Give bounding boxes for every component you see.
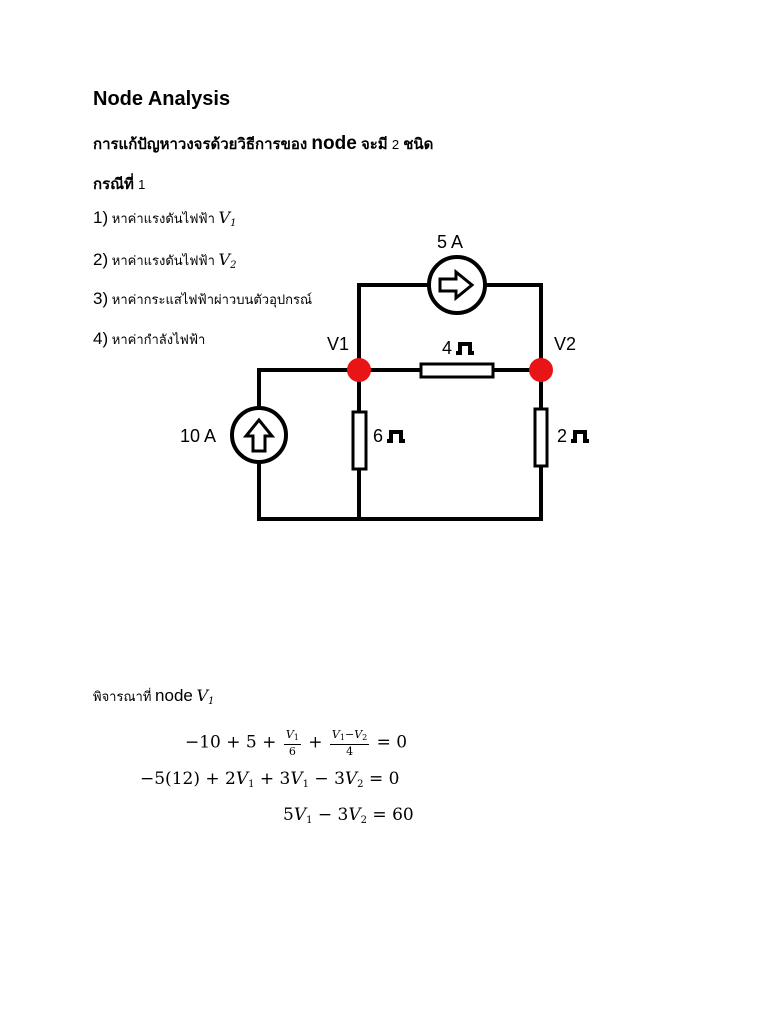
label-10a: 10 A — [180, 426, 217, 446]
eq1-fraction-2: $\frac{V_1-V_2}{4}$ — [331, 728, 368, 758]
page-title: Node Analysis — [93, 88, 231, 110]
step-variable: $V_1$ — [218, 208, 237, 229]
consider-node-word: node — [155, 686, 193, 705]
case-heading-number: 1 — [138, 177, 146, 192]
resistor-2 — [535, 409, 547, 466]
subtitle-node-word: node — [311, 133, 357, 154]
label-2: 2 — [557, 426, 568, 446]
label-v1: V1 — [327, 334, 350, 354]
label-6: 6 — [373, 426, 384, 446]
node-v1-dot — [347, 358, 371, 382]
subtitle-suffix: จะมี — [360, 136, 388, 153]
equation-2: $-5(12) + 2V_1 + 3V_1 - 3V_2 = 0$ — [140, 769, 400, 790]
label-v2: V2 — [554, 334, 577, 354]
resistor-6 — [353, 412, 366, 469]
step-number: 1) — [93, 208, 109, 227]
current-source-5a — [429, 257, 485, 313]
step-text: หาค่าแรงดันไฟฟ้า — [111, 211, 215, 226]
consider-text: พิจารณาที่ — [93, 689, 152, 704]
equation-1 — [185, 728, 407, 758]
eq1-prefix: −10 + 5 + — [185, 732, 277, 753]
eq1-fraction-1: $\frac{V_1}{6}$ — [285, 728, 299, 758]
equation-3: $5V_1 - 3V_2 = 60$ — [283, 805, 414, 826]
consider-variable: $V_1$ — [196, 686, 215, 707]
eq1-plus: + — [308, 732, 323, 753]
ohm-icon — [571, 432, 589, 441]
subtitle-unit: ชนิด — [403, 136, 434, 153]
subtitle-count: 2 — [391, 137, 400, 152]
label-4: 4 — [442, 338, 453, 358]
step-text: หาค่ากระแสไฟฟ้าผ่าวบนตัวอุปกรณ์ — [111, 292, 313, 307]
label-5a: 5 A — [437, 232, 464, 252]
step-text: หาค่ากำลังไฟฟ้า — [111, 332, 206, 347]
step-number: 2) — [93, 250, 109, 269]
current-source-10a — [232, 408, 286, 462]
node-v2-dot — [529, 358, 553, 382]
consider-line — [93, 686, 214, 707]
eq1-rhs: = 0 — [376, 732, 408, 753]
resistor-4 — [421, 364, 493, 377]
case-heading-text: กรณีที่ — [93, 176, 134, 193]
ohm-icon — [387, 432, 405, 441]
ohm-icon — [456, 344, 474, 353]
circuit-wires — [259, 285, 541, 519]
step-number: 3) — [93, 289, 109, 308]
step-variable: $V_2$ — [218, 250, 237, 271]
step-text: หาค่าแรงดันไฟฟ้า — [111, 253, 215, 268]
step-number: 4) — [93, 329, 109, 348]
subtitle-text: การแก้ปัญหาวงจรด้วยวิธีการของ — [93, 136, 308, 153]
